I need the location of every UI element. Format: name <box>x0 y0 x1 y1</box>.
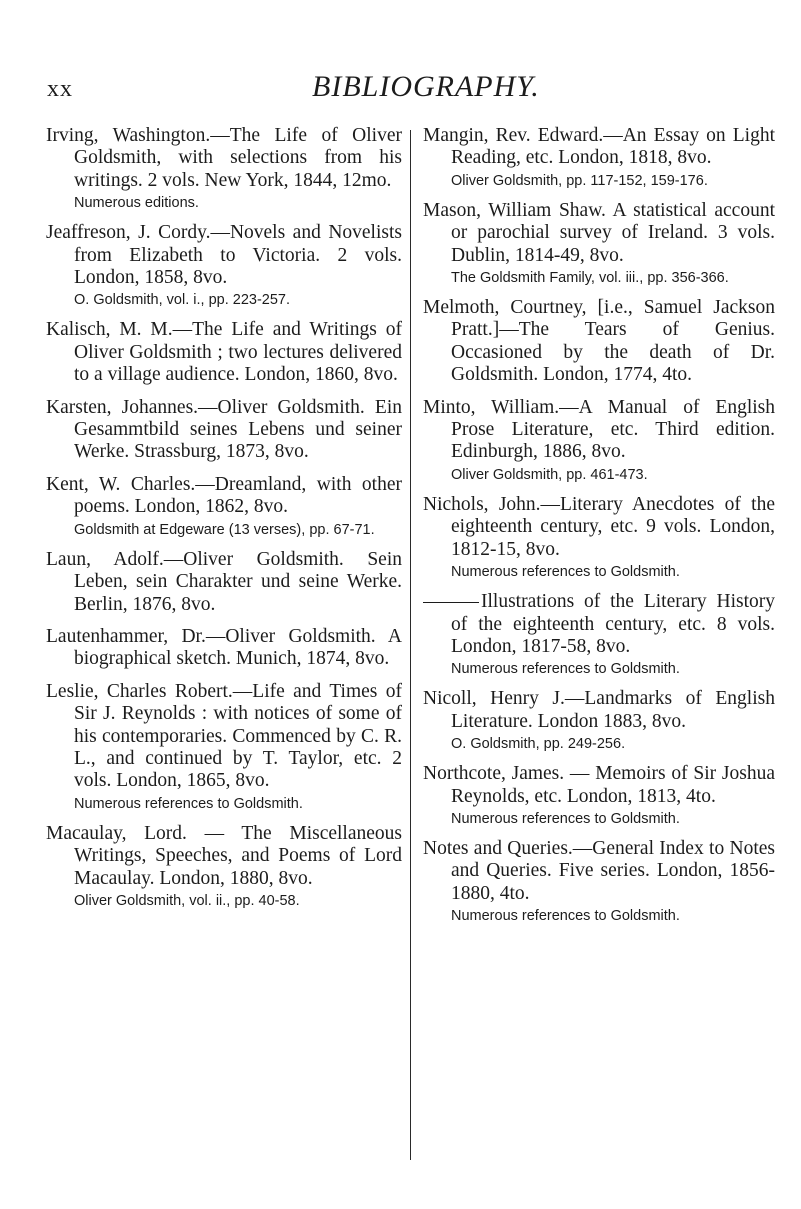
bibliography-entry <box>423 200 775 287</box>
bibliography-entry <box>423 688 775 753</box>
entry-text: Irving, Washington.—The Life of Oliver Goldsmith, with selections from his writings. 2 vols. New York, 1844, 12mo. <box>46 125 402 191</box>
bibliography-entry <box>46 319 402 386</box>
entry-note: Oliver Goldsmith, vol. ii., pp. 40-58. <box>74 892 300 909</box>
bibliography-entry <box>423 763 775 828</box>
bibliography-entry <box>423 297 775 387</box>
page-number: xx <box>47 76 73 102</box>
entry-text: Jeaffreson, J. Cordy.—Novels and Novelists from Elizabeth to Victoria. 2 vols. London, 1858, 8vo. <box>46 222 402 289</box>
entry-text: Minto, William.—A Manual of English Prose Literature, etc. Third edition. Edinburgh, 1886, 8vo. <box>423 396 775 463</box>
entry-text: Melmoth, Courtney, [i.e., Samuel Jackson Pratt.]—The Tears of Genius. Occasioned by the death of Dr. Goldsmith. London, 1774, 4to. <box>423 297 775 386</box>
ditto-dash <box>423 602 479 603</box>
entry-text: Macaulay, Lord. — The Miscellaneous Writings, Speeches, and Poems of Lord Macaulay. London, 1880, 8vo. <box>46 822 402 889</box>
entry-text: Illustrations of the Literary History of the eighteenth century, etc. 8 vols. London, 1817-58, 8vo. <box>451 591 775 657</box>
bibliography-entry <box>46 626 402 671</box>
entry-text: Mason, William Shaw. A statistical account or parochial survey of Ireland. 3 vols. Dublin, 1814-49, 8vo. <box>423 199 775 266</box>
right-column <box>423 125 775 935</box>
entry-note: O. Goldsmith, pp. 249-256. <box>451 736 626 753</box>
bibliography-entry <box>423 125 775 190</box>
bibliography-entry <box>46 222 402 309</box>
entry-note: Numerous references to Goldsmith. <box>74 795 303 812</box>
bibliography-entry <box>46 125 402 212</box>
entry-note: Oliver Goldsmith, pp. 461-473. <box>451 466 648 483</box>
bibliography-entry <box>423 838 775 925</box>
bibliography-entry <box>46 823 402 910</box>
page-header <box>0 70 801 110</box>
entry-text: Northcote, James. — Memoirs of Sir Joshua Reynolds, etc. London, 1813, 4to. <box>423 763 775 807</box>
bibliography-entry <box>423 494 775 581</box>
bibliography-entry <box>46 549 402 616</box>
entry-text: Kent, W. Charles.—Dreamland, with other poems. London, 1862, 8vo. <box>46 473 402 518</box>
entry-note: Numerous references to Goldsmith. <box>451 810 680 827</box>
entry-note: Oliver Goldsmith, pp. 117-152, 159-176. <box>451 172 708 189</box>
entry-text: Lautenhammer, Dr.—Oliver Goldsmith. A biographical sketch. Munich, 1874, 8vo. <box>46 625 402 670</box>
entry-note: Goldsmith at Edgeware (13 verses), pp. 67-71. <box>74 521 375 538</box>
bibliography-entry <box>46 397 402 464</box>
entry-note: O. Goldsmith, vol. i., pp. 223-257. <box>74 292 290 309</box>
entry-text: Laun, Adolf.—Oliver Goldsmith. Sein Leben, sein Charakter und seine Werke. Berlin, 1876, 8vo. <box>46 548 402 615</box>
entry-text: Notes and Queries.—General Index to Notes and Queries. Five series. London, 1856-1880, 4to. <box>423 837 775 904</box>
column-divider <box>410 130 411 1160</box>
bibliography-entry <box>46 474 402 539</box>
left-column <box>46 125 402 920</box>
entry-note: Numerous references to Goldsmith. <box>451 564 680 581</box>
entry-note: Numerous references to Goldsmith. <box>451 908 680 925</box>
bibliography-entry <box>423 591 775 678</box>
entry-text: Kalisch, M. M.—The Life and Writings of Oliver Goldsmith ; two lectures delivered to a village audience. London, 1860, 8vo. <box>46 319 402 386</box>
entry-text: Nicoll, Henry J.—Landmarks of English Literature. London 1883, 8vo. <box>423 688 775 732</box>
entry-note: Numerous editions. <box>74 195 199 212</box>
entry-note: Numerous references to Goldsmith. <box>451 661 680 678</box>
entry-text: Karsten, Johannes.—Oliver Goldsmith. Ein Gesammtbild seines Lebens und seiner Werke. Strassburg, 1873, 8vo. <box>46 396 402 463</box>
entry-note: The Goldsmith Family, vol. iii., pp. 356-366. <box>451 270 729 287</box>
bibliography-entry <box>46 681 402 813</box>
entry-text: Nichols, John.—Literary Anecdotes of the eighteenth century, etc. 9 vols. London, 1812-15, 8vo. <box>423 493 775 560</box>
running-head: BIBLIOGRAPHY. <box>312 70 540 103</box>
entry-text: Leslie, Charles Robert.—Life and Times of Sir J. Reynolds : with notices of some of his contemporaries. Commenced by C. R. L., and continued by T. Taylor, etc. 2 vols. London, 1865, 8vo. <box>46 680 402 792</box>
entry-text: Mangin, Rev. Edward.—An Essay on Light Reading, etc. London, 1818, 8vo. <box>423 125 775 169</box>
bibliography-entry <box>423 397 775 484</box>
